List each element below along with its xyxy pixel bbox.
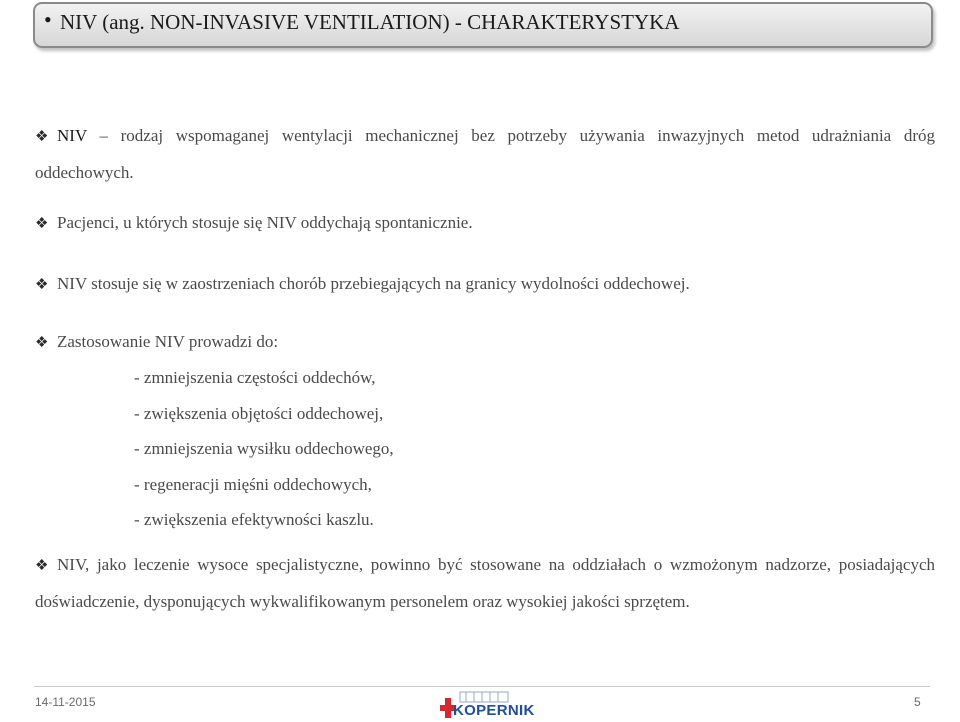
niv-definition-text: – rodzaj wspomaganej wentylacji mechanicznej bez potrzeby używania inwazyjnych metod udrażniania dróg oddechowych. [35, 126, 935, 182]
footer-date: 14-11-2015 [35, 695, 96, 709]
diamond-bullet-icon: ❖ [35, 216, 49, 232]
list-item: - zwiększenia efektywności kaszlu. [134, 510, 374, 530]
effects-intro-text: Zastosowanie NIV prowadzi do: [57, 332, 279, 351]
paragraph-indications [35, 266, 935, 303]
diamond-bullet-icon: ❖ [35, 558, 49, 574]
paragraph-patients [35, 205, 935, 242]
diamond-bullet-icon: ❖ [35, 277, 49, 293]
slide-title: NIV (ang. NON-INVASIVE VENTILATION) - CHARAKTERYSTYKA [60, 10, 680, 34]
diamond-bullet-icon: ❖ [35, 335, 49, 351]
logo-text: KOPERNIK [453, 702, 535, 719]
list-item: - regeneracji mięśni oddechowych, [134, 474, 372, 494]
specialist-text: NIV, jako leczenie wysoce specjalistyczne, powinno być stosowane na oddziałach o wzmożonym nadzorze, posiadających doświadczenie, dysponujących wykwalifikowanym personelem oraz wysokiej jakości sprzętem. [35, 555, 935, 611]
title-bullet: • [44, 7, 52, 32]
page-number: 5 [914, 695, 921, 709]
patients-text: Pacjenci, u których stosuje się NIV oddychają spontanicznie. [57, 213, 473, 232]
effects-list [134, 360, 394, 538]
paragraph-effects-intro [35, 324, 935, 361]
niv-term: NIV [57, 126, 87, 145]
indications-text: NIV stosuje się w zaostrzeniach chorób przebiegających na granicy wydolności oddechowej. [57, 274, 690, 293]
list-item: - zwiększenia objętości oddechowej, [134, 403, 384, 423]
diamond-bullet-icon: ❖ [35, 129, 49, 145]
paragraph-niv-definition [35, 118, 935, 191]
list-item: - zmniejszenia wysiłku oddechowego, [134, 439, 394, 459]
footer-divider [34, 686, 930, 687]
list-item: - zmniejszenia częstości oddechów, [134, 368, 376, 387]
paragraph-specialist [35, 547, 935, 620]
